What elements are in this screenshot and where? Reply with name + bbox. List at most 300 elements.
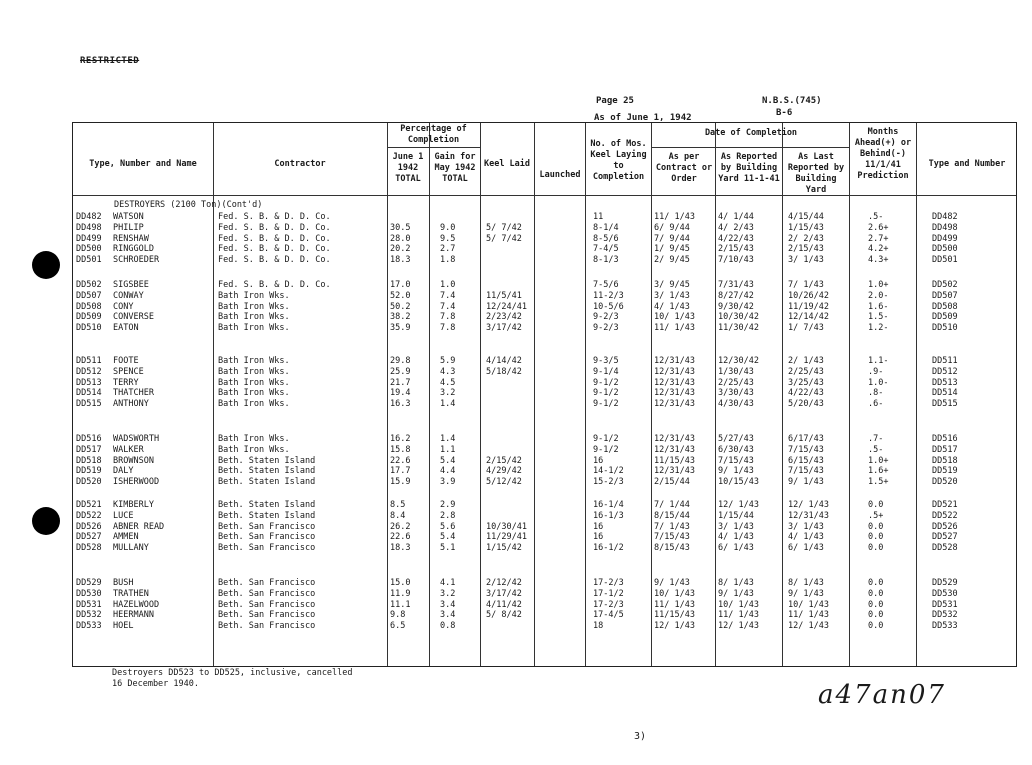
- cell-months: 16-1/3: [593, 510, 624, 521]
- cell-type-number: DD502: [932, 280, 958, 290]
- cell-gain: 3.9: [440, 477, 456, 488]
- cell-name: PHILIP: [113, 222, 144, 233]
- cell-months: 9-2/3: [593, 323, 619, 334]
- cell-months-ahead: 0.0: [868, 610, 884, 621]
- cell-keel-laid: 4/14/42: [486, 356, 522, 366]
- cell-keel-laid: 10/30/41: [486, 521, 527, 532]
- cell-type: DD532: [76, 610, 102, 621]
- cell-type-number: DD516: [932, 434, 958, 444]
- cell-gain: 5.4: [440, 532, 456, 543]
- header-months-keel: No. of Mos. Keel Laying to Completion: [590, 139, 647, 182]
- cell-months: 9-2/3: [593, 312, 619, 323]
- cell-type: DD516: [76, 434, 102, 444]
- cell-last-date: 11/19/42: [788, 301, 829, 312]
- cell-yard-date: 6/30/43: [718, 444, 754, 455]
- cell-type: DD515: [76, 399, 102, 410]
- cell-type: DD508: [76, 301, 102, 312]
- cell-yard-date: 4/30/43: [718, 399, 754, 410]
- cell-last-date: 10/ 1/43: [788, 599, 829, 610]
- cell-contract-date: 6/ 9/44: [654, 222, 690, 233]
- cell-contractor: Fed. S. B. & D. D. Co.: [218, 222, 331, 233]
- cell-type-number: DD529: [932, 578, 958, 588]
- cell-type: DD499: [76, 233, 102, 244]
- cell-contract-date: 7/ 1/43: [654, 521, 690, 532]
- cell-yard-date: 10/30/42: [718, 312, 759, 323]
- cell-keel-laid: 4/11/42: [486, 599, 522, 610]
- cell-june-total: 28.0: [390, 233, 411, 244]
- cell-last-date: 2/25/43: [788, 366, 824, 377]
- cell-gain: 1.4: [440, 434, 456, 444]
- cell-type-number: DD514: [932, 388, 958, 399]
- cell-name: CONY: [113, 301, 134, 312]
- cell-contract-date: 11/ 1/43: [654, 212, 695, 222]
- cell-contract-date: 8/15/44: [654, 510, 690, 521]
- cell-months: 16: [593, 532, 604, 543]
- cell-june-total: 11.1: [390, 599, 411, 610]
- cell-june-total: 30.5: [390, 222, 411, 233]
- cell-june-total: 19.4: [390, 388, 411, 399]
- cell-months: 16-1/2: [593, 543, 624, 554]
- cell-months-ahead: .6-: [868, 399, 884, 410]
- cell-yard-date: 12/ 1/43: [718, 500, 759, 510]
- cell-yard-date: 1/15/44: [718, 510, 754, 521]
- restricted-stamp: RESTRICTED: [80, 56, 140, 66]
- cell-last-date: 1/ 7/43: [788, 323, 824, 334]
- cell-june-total: 22.6: [390, 455, 411, 466]
- cell-june-total: 26.2: [390, 521, 411, 532]
- header-gain-may: Gain for May 1942 TOTAL: [434, 152, 476, 184]
- cell-name: TRATHEN: [113, 588, 149, 599]
- cell-type: DD530: [76, 588, 102, 599]
- cell-months: 9-1/2: [593, 399, 619, 410]
- cell-contractor: Beth. Staten Island: [218, 455, 316, 466]
- cell-june-total: 17.7: [390, 466, 411, 477]
- section-label: DESTROYERS (2100 Ton)(Cont'd): [114, 200, 263, 210]
- cell-type: DD498: [76, 222, 102, 233]
- header-months-ahead: Months Ahead(+) or Behind(-) 11/1/41 Prediction: [854, 127, 912, 181]
- cell-name: SCHROEDER: [113, 255, 160, 266]
- page-number: Page 25: [596, 96, 634, 106]
- cell-gain: 7.8: [440, 312, 456, 323]
- cell-contract-date: 11/15/43: [654, 610, 695, 621]
- cell-months: 11-2/3: [593, 290, 624, 301]
- cell-months-ahead: 1.2-: [868, 323, 889, 334]
- cell-contract-date: 12/31/43: [654, 434, 695, 444]
- header-yard-11-1-41: As Reported by Building Yard 11-1-41: [718, 152, 780, 184]
- cell-contractor: Fed. S. B. & D. D. Co.: [218, 212, 331, 222]
- cell-months-ahead: .8-: [868, 388, 884, 399]
- cell-months: 16: [593, 455, 604, 466]
- cell-name: AMMEN: [113, 532, 139, 543]
- cell-type-number: DD519: [932, 466, 958, 477]
- cell-months-ahead: 1.0+: [868, 455, 889, 466]
- cell-months: 17-1/2: [593, 588, 624, 599]
- footnote: [112, 668, 353, 690]
- cell-contractor: Beth. San Francisco: [218, 621, 316, 632]
- cell-gain: 4.4: [440, 466, 456, 477]
- cell-name: DALY: [113, 466, 134, 477]
- cell-contract-date: 2/15/44: [654, 477, 690, 488]
- cell-type: DD529: [76, 578, 102, 588]
- cell-gain: 1.1: [440, 444, 456, 455]
- cell-contract-date: 12/31/43: [654, 366, 695, 377]
- cell-contract-date: 12/31/43: [654, 356, 695, 366]
- cell-gain: 5.1: [440, 543, 456, 554]
- cell-keel-laid: 12/24/41: [486, 301, 527, 312]
- cell-months-ahead: 0.0: [868, 500, 884, 510]
- cell-keel-laid: 11/29/41: [486, 532, 527, 543]
- header-contract: As per Contract or Order: [655, 152, 713, 184]
- header-keel-laid: Keel Laid: [483, 159, 531, 169]
- cell-contractor: Bath Iron Wks.: [218, 444, 290, 455]
- cell-last-date: 12/ 1/43: [788, 621, 829, 632]
- cell-gain: 3.4: [440, 610, 456, 621]
- cell-type-number: DD482: [932, 212, 958, 222]
- cell-gain: 9.0: [440, 222, 456, 233]
- header-june-total: June 1 1942 TOTAL: [392, 152, 424, 184]
- cell-gain: 4.5: [440, 377, 456, 388]
- cell-contract-date: 7/ 9/44: [654, 233, 690, 244]
- cell-keel-laid: 4/29/42: [486, 466, 522, 477]
- cell-yard-date: 6/ 1/43: [718, 543, 754, 554]
- cell-last-date: 7/15/43: [788, 444, 824, 455]
- cell-name: MULLANY: [113, 543, 149, 554]
- cell-contractor: Beth. Staten Island: [218, 510, 316, 521]
- cell-contract-date: 12/ 1/43: [654, 621, 695, 632]
- cell-yard-date: 9/30/42: [718, 301, 754, 312]
- cell-contractor: Bath Iron Wks.: [218, 434, 290, 444]
- cell-june-total: 18.3: [390, 543, 411, 554]
- cell-name: WALKER: [113, 444, 144, 455]
- cell-months: 15-2/3: [593, 477, 624, 488]
- cell-months: 16-1/4: [593, 500, 624, 510]
- cell-type-number: DD521: [932, 500, 958, 510]
- cell-contractor: Beth. San Francisco: [218, 588, 316, 599]
- cell-last-date: 1/15/43: [788, 222, 824, 233]
- cell-contract-date: 11/ 1/43: [654, 599, 695, 610]
- cell-type: DD514: [76, 388, 102, 399]
- cell-contractor: Beth. San Francisco: [218, 578, 316, 588]
- cell-yard-date: 2/25/43: [718, 377, 754, 388]
- cell-type-number: DD522: [932, 510, 958, 521]
- cell-june-total: 6.5: [390, 621, 406, 632]
- cell-last-date: 11/ 1/43: [788, 610, 829, 621]
- cell-keel-laid: 2/12/42: [486, 578, 522, 588]
- cell-gain: 5.9: [440, 356, 456, 366]
- cell-months-ahead: .5-: [868, 444, 884, 455]
- cell-contract-date: 11/15/43: [654, 455, 695, 466]
- cell-type: DD513: [76, 377, 102, 388]
- cell-last-date: 2/15/43: [788, 244, 824, 255]
- cell-months: 9-1/2: [593, 434, 619, 444]
- cell-contract-date: 3/ 9/45: [654, 280, 690, 290]
- cell-june-total: 29.8: [390, 356, 411, 366]
- cell-type-number: DD517: [932, 444, 958, 455]
- cell-contractor: Beth. San Francisco: [218, 610, 316, 621]
- cell-months: 14-1/2: [593, 466, 624, 477]
- cell-months-ahead: 0.0: [868, 599, 884, 610]
- document-code: N.B.S.(745): [762, 96, 822, 106]
- cell-months-ahead: .7-: [868, 434, 884, 444]
- cell-months-ahead: 1.0+: [868, 280, 889, 290]
- cell-yard-date: 3/30/43: [718, 388, 754, 399]
- cell-contract-date: 1/ 9/45: [654, 244, 690, 255]
- cell-last-date: 3/25/43: [788, 377, 824, 388]
- cell-name: BROWNSON: [113, 455, 154, 466]
- punch-hole: [32, 251, 60, 279]
- cell-type-number: DD508: [932, 301, 958, 312]
- cell-keel-laid: 5/ 7/42: [486, 233, 522, 244]
- cell-yard-date: 4/ 1/43: [718, 532, 754, 543]
- cell-name: SIGSBEE: [113, 280, 149, 290]
- cell-type-number: DD526: [932, 521, 958, 532]
- cell-contractor: Bath Iron Wks.: [218, 356, 290, 366]
- cell-yard-date: 9/ 1/43: [718, 466, 754, 477]
- cell-months: 9-1/4: [593, 366, 619, 377]
- cell-contractor: Fed. S. B. & D. D. Co.: [218, 233, 331, 244]
- footnote-line-1: Destroyers DD523 to DD525, inclusive, cancelled: [112, 668, 353, 678]
- cell-months-ahead: 0.0: [868, 578, 884, 588]
- cell-last-date: 6/ 1/43: [788, 543, 824, 554]
- cell-type: DD518: [76, 455, 102, 466]
- cell-yard-date: 10/15/43: [718, 477, 759, 488]
- cell-type-number: DD512: [932, 366, 958, 377]
- header-type: Type, Number and Name: [89, 159, 197, 169]
- cell-months: 17-2/3: [593, 578, 624, 588]
- cell-name: ABNER READ: [113, 521, 165, 532]
- cell-months-ahead: 0.0: [868, 543, 884, 554]
- cell-yard-date: 12/30/42: [718, 356, 759, 366]
- cell-name: CONVERSE: [113, 312, 154, 323]
- cell-type: DD521: [76, 500, 102, 510]
- cell-contract-date: 12/31/43: [654, 466, 695, 477]
- cell-months: 9-1/2: [593, 388, 619, 399]
- cell-type: DD500: [76, 244, 102, 255]
- cell-keel-laid: 3/17/42: [486, 323, 522, 334]
- cell-contract-date: 12/31/43: [654, 388, 695, 399]
- cell-last-date: 6/15/43: [788, 455, 824, 466]
- cell-contract-date: 9/ 1/43: [654, 578, 690, 588]
- cell-type-number: DD518: [932, 455, 958, 466]
- document-subcode: B-6: [776, 108, 793, 118]
- cell-yard-date: 7/15/43: [718, 455, 754, 466]
- cell-months: 10-5/6: [593, 301, 624, 312]
- cell-last-date: 3/ 1/43: [788, 521, 824, 532]
- cell-months: 9-1/2: [593, 444, 619, 455]
- cell-yard-date: 2/15/43: [718, 244, 754, 255]
- cell-months: 8-1/3: [593, 255, 619, 266]
- cell-contractor: Bath Iron Wks.: [218, 388, 290, 399]
- cell-type: DD528: [76, 543, 102, 554]
- cell-last-date: 5/20/43: [788, 399, 824, 410]
- cell-months-ahead: 0.0: [868, 521, 884, 532]
- cell-type-number: DD499: [932, 233, 958, 244]
- cell-gain: 4.3: [440, 366, 456, 377]
- cell-contractor: Bath Iron Wks.: [218, 366, 290, 377]
- cell-type: DD520: [76, 477, 102, 488]
- cell-name: HEERMANN: [113, 610, 154, 621]
- cell-type-number: DD510: [932, 323, 958, 334]
- cell-gain: 1.8: [440, 255, 456, 266]
- cell-june-total: 11.9: [390, 588, 411, 599]
- cell-months-ahead: 0.0: [868, 588, 884, 599]
- cell-name: EATON: [113, 323, 139, 334]
- cell-months: 11: [593, 212, 604, 222]
- cell-months-ahead: 4.2+: [868, 244, 889, 255]
- header-last-reported: As Last Reported by Building Yard: [787, 152, 845, 195]
- cell-contractor: Fed. S. B. & D. D. Co.: [218, 244, 331, 255]
- header-launched: Launched: [539, 170, 581, 180]
- cell-keel-laid: 2/23/42: [486, 312, 522, 323]
- cell-type: DD512: [76, 366, 102, 377]
- cell-june-total: 50.2: [390, 301, 411, 312]
- cell-gain: 1.4: [440, 399, 456, 410]
- cell-yard-date: 7/31/43: [718, 280, 754, 290]
- cell-last-date: 10/26/42: [788, 290, 829, 301]
- cell-name: WADSWORTH: [113, 434, 160, 444]
- cell-type-number: DD527: [932, 532, 958, 543]
- cell-gain: 2.8: [440, 510, 456, 521]
- cell-type-number: DD531: [932, 599, 958, 610]
- cell-last-date: 4/ 1/43: [788, 532, 824, 543]
- cell-contract-date: 10/ 1/43: [654, 588, 695, 599]
- cell-june-total: 15.8: [390, 444, 411, 455]
- cell-months-ahead: 1.5-: [868, 312, 889, 323]
- header-date-completion: Date of Completion: [704, 128, 798, 138]
- cell-months-ahead: 1.1-: [868, 356, 889, 366]
- cell-last-date: 12/31/43: [788, 510, 829, 521]
- cell-months: 17-2/3: [593, 599, 624, 610]
- cell-june-total: 16.3: [390, 399, 411, 410]
- cell-contract-date: 12/31/43: [654, 399, 695, 410]
- cell-gain: 9.5: [440, 233, 456, 244]
- cell-contractor: Bath Iron Wks.: [218, 301, 290, 312]
- cell-type: DD507: [76, 290, 102, 301]
- cell-gain: 3.2: [440, 588, 456, 599]
- cell-keel-laid: 3/17/42: [486, 588, 522, 599]
- cell-type-number: DD520: [932, 477, 958, 488]
- cell-months-ahead: 1.6+: [868, 466, 889, 477]
- cell-months: 8-5/6: [593, 233, 619, 244]
- cell-contractor: Beth. San Francisco: [218, 532, 316, 543]
- cell-yard-date: 8/27/42: [718, 290, 754, 301]
- cell-last-date: 2/ 1/43: [788, 356, 824, 366]
- cell-yard-date: 11/ 1/43: [718, 610, 759, 621]
- cell-name: TERRY: [113, 377, 139, 388]
- cell-gain: 2.9: [440, 500, 456, 510]
- cell-months: 7-4/5: [593, 244, 619, 255]
- cell-june-total: 38.2: [390, 312, 411, 323]
- cell-type-number: DD500: [932, 244, 958, 255]
- cell-yard-date: 5/27/43: [718, 434, 754, 444]
- cell-yard-date: 4/ 1/44: [718, 212, 754, 222]
- cell-type: DD482: [76, 212, 102, 222]
- cell-last-date: 7/15/43: [788, 466, 824, 477]
- cell-months: 9-3/5: [593, 356, 619, 366]
- cell-gain: 0.8: [440, 621, 456, 632]
- cell-type: DD511: [76, 356, 102, 366]
- cell-months-ahead: .5-: [868, 212, 884, 222]
- cell-contractor: Beth. San Francisco: [218, 599, 316, 610]
- cell-months-ahead: 4.3+: [868, 255, 889, 266]
- cell-months-ahead: .5+: [868, 510, 884, 521]
- cell-keel-laid: 5/ 8/42: [486, 610, 522, 621]
- cell-type: DD533: [76, 621, 102, 632]
- cell-last-date: 3/ 1/43: [788, 255, 824, 266]
- cell-type-number: DD498: [932, 222, 958, 233]
- cell-months-ahead: 1.5+: [868, 477, 889, 488]
- cell-contract-date: 7/ 1/44: [654, 500, 690, 510]
- cell-gain: 2.7: [440, 244, 456, 255]
- cell-type-number: DD515: [932, 399, 958, 410]
- cell-gain: 7.4: [440, 290, 456, 301]
- cell-last-date: 7/ 1/43: [788, 280, 824, 290]
- cell-contractor: Beth. Staten Island: [218, 477, 316, 488]
- cell-months: 17-4/5: [593, 610, 624, 621]
- cell-june-total: 35.9: [390, 323, 411, 334]
- cell-months: 7-5/6: [593, 280, 619, 290]
- cell-name: BUSH: [113, 578, 134, 588]
- cell-name: LUCE: [113, 510, 134, 521]
- cell-june-total: 9.8: [390, 610, 406, 621]
- cell-type: DD510: [76, 323, 102, 334]
- cell-last-date: 4/15/44: [788, 212, 824, 222]
- cell-type-number: DD513: [932, 377, 958, 388]
- cell-june-total: 16.2: [390, 434, 411, 444]
- cell-contractor: Bath Iron Wks.: [218, 377, 290, 388]
- cell-june-total: 17.0: [390, 280, 411, 290]
- cell-contractor: Beth. Staten Island: [218, 500, 316, 510]
- cell-months: 18: [593, 621, 604, 632]
- cell-yard-date: 3/ 1/43: [718, 521, 754, 532]
- cell-months: 16: [593, 521, 604, 532]
- cell-yard-date: 1/30/43: [718, 366, 754, 377]
- cell-june-total: 8.5: [390, 500, 406, 510]
- cell-months-ahead: 0.0: [868, 532, 884, 543]
- cell-june-total: 25.9: [390, 366, 411, 377]
- header-percentage: Percentage of Completion: [400, 124, 467, 145]
- cell-contract-date: 8/15/43: [654, 543, 690, 554]
- cell-name: CONWAY: [113, 290, 144, 301]
- cell-yard-date: 7/10/43: [718, 255, 754, 266]
- cell-months-ahead: .9-: [868, 366, 884, 377]
- cell-yard-date: 8/ 1/43: [718, 578, 754, 588]
- cell-gain: 3.4: [440, 599, 456, 610]
- cell-months-ahead: 0.0: [868, 621, 884, 632]
- cell-yard-date: 4/22/43: [718, 233, 754, 244]
- cell-type: DD509: [76, 312, 102, 323]
- cell-contract-date: 2/ 9/45: [654, 255, 690, 266]
- cell-name: WATSON: [113, 212, 144, 222]
- cell-keel-laid: 5/ 7/42: [486, 222, 522, 233]
- cell-type-number: DD532: [932, 610, 958, 621]
- page-mark: 3): [634, 731, 647, 742]
- cell-name: KIMBERLY: [113, 500, 154, 510]
- cell-last-date: 2/ 2/43: [788, 233, 824, 244]
- cell-name: RINGGOLD: [113, 244, 154, 255]
- cell-contractor: Bath Iron Wks.: [218, 323, 290, 334]
- cell-gain: 7.4: [440, 301, 456, 312]
- cell-contractor: Fed. S. B. & D. D. Co.: [218, 255, 331, 266]
- cell-keel-laid: 1/15/42: [486, 543, 522, 554]
- cell-type-number: DD533: [932, 621, 958, 632]
- cell-months-ahead: 2.7+: [868, 233, 889, 244]
- cell-last-date: 12/ 1/43: [788, 500, 829, 510]
- cell-contractor: Bath Iron Wks.: [218, 290, 290, 301]
- cell-name: FOOTE: [113, 356, 139, 366]
- cell-months: 8-1/4: [593, 222, 619, 233]
- cell-name: HAZELWOOD: [113, 599, 160, 610]
